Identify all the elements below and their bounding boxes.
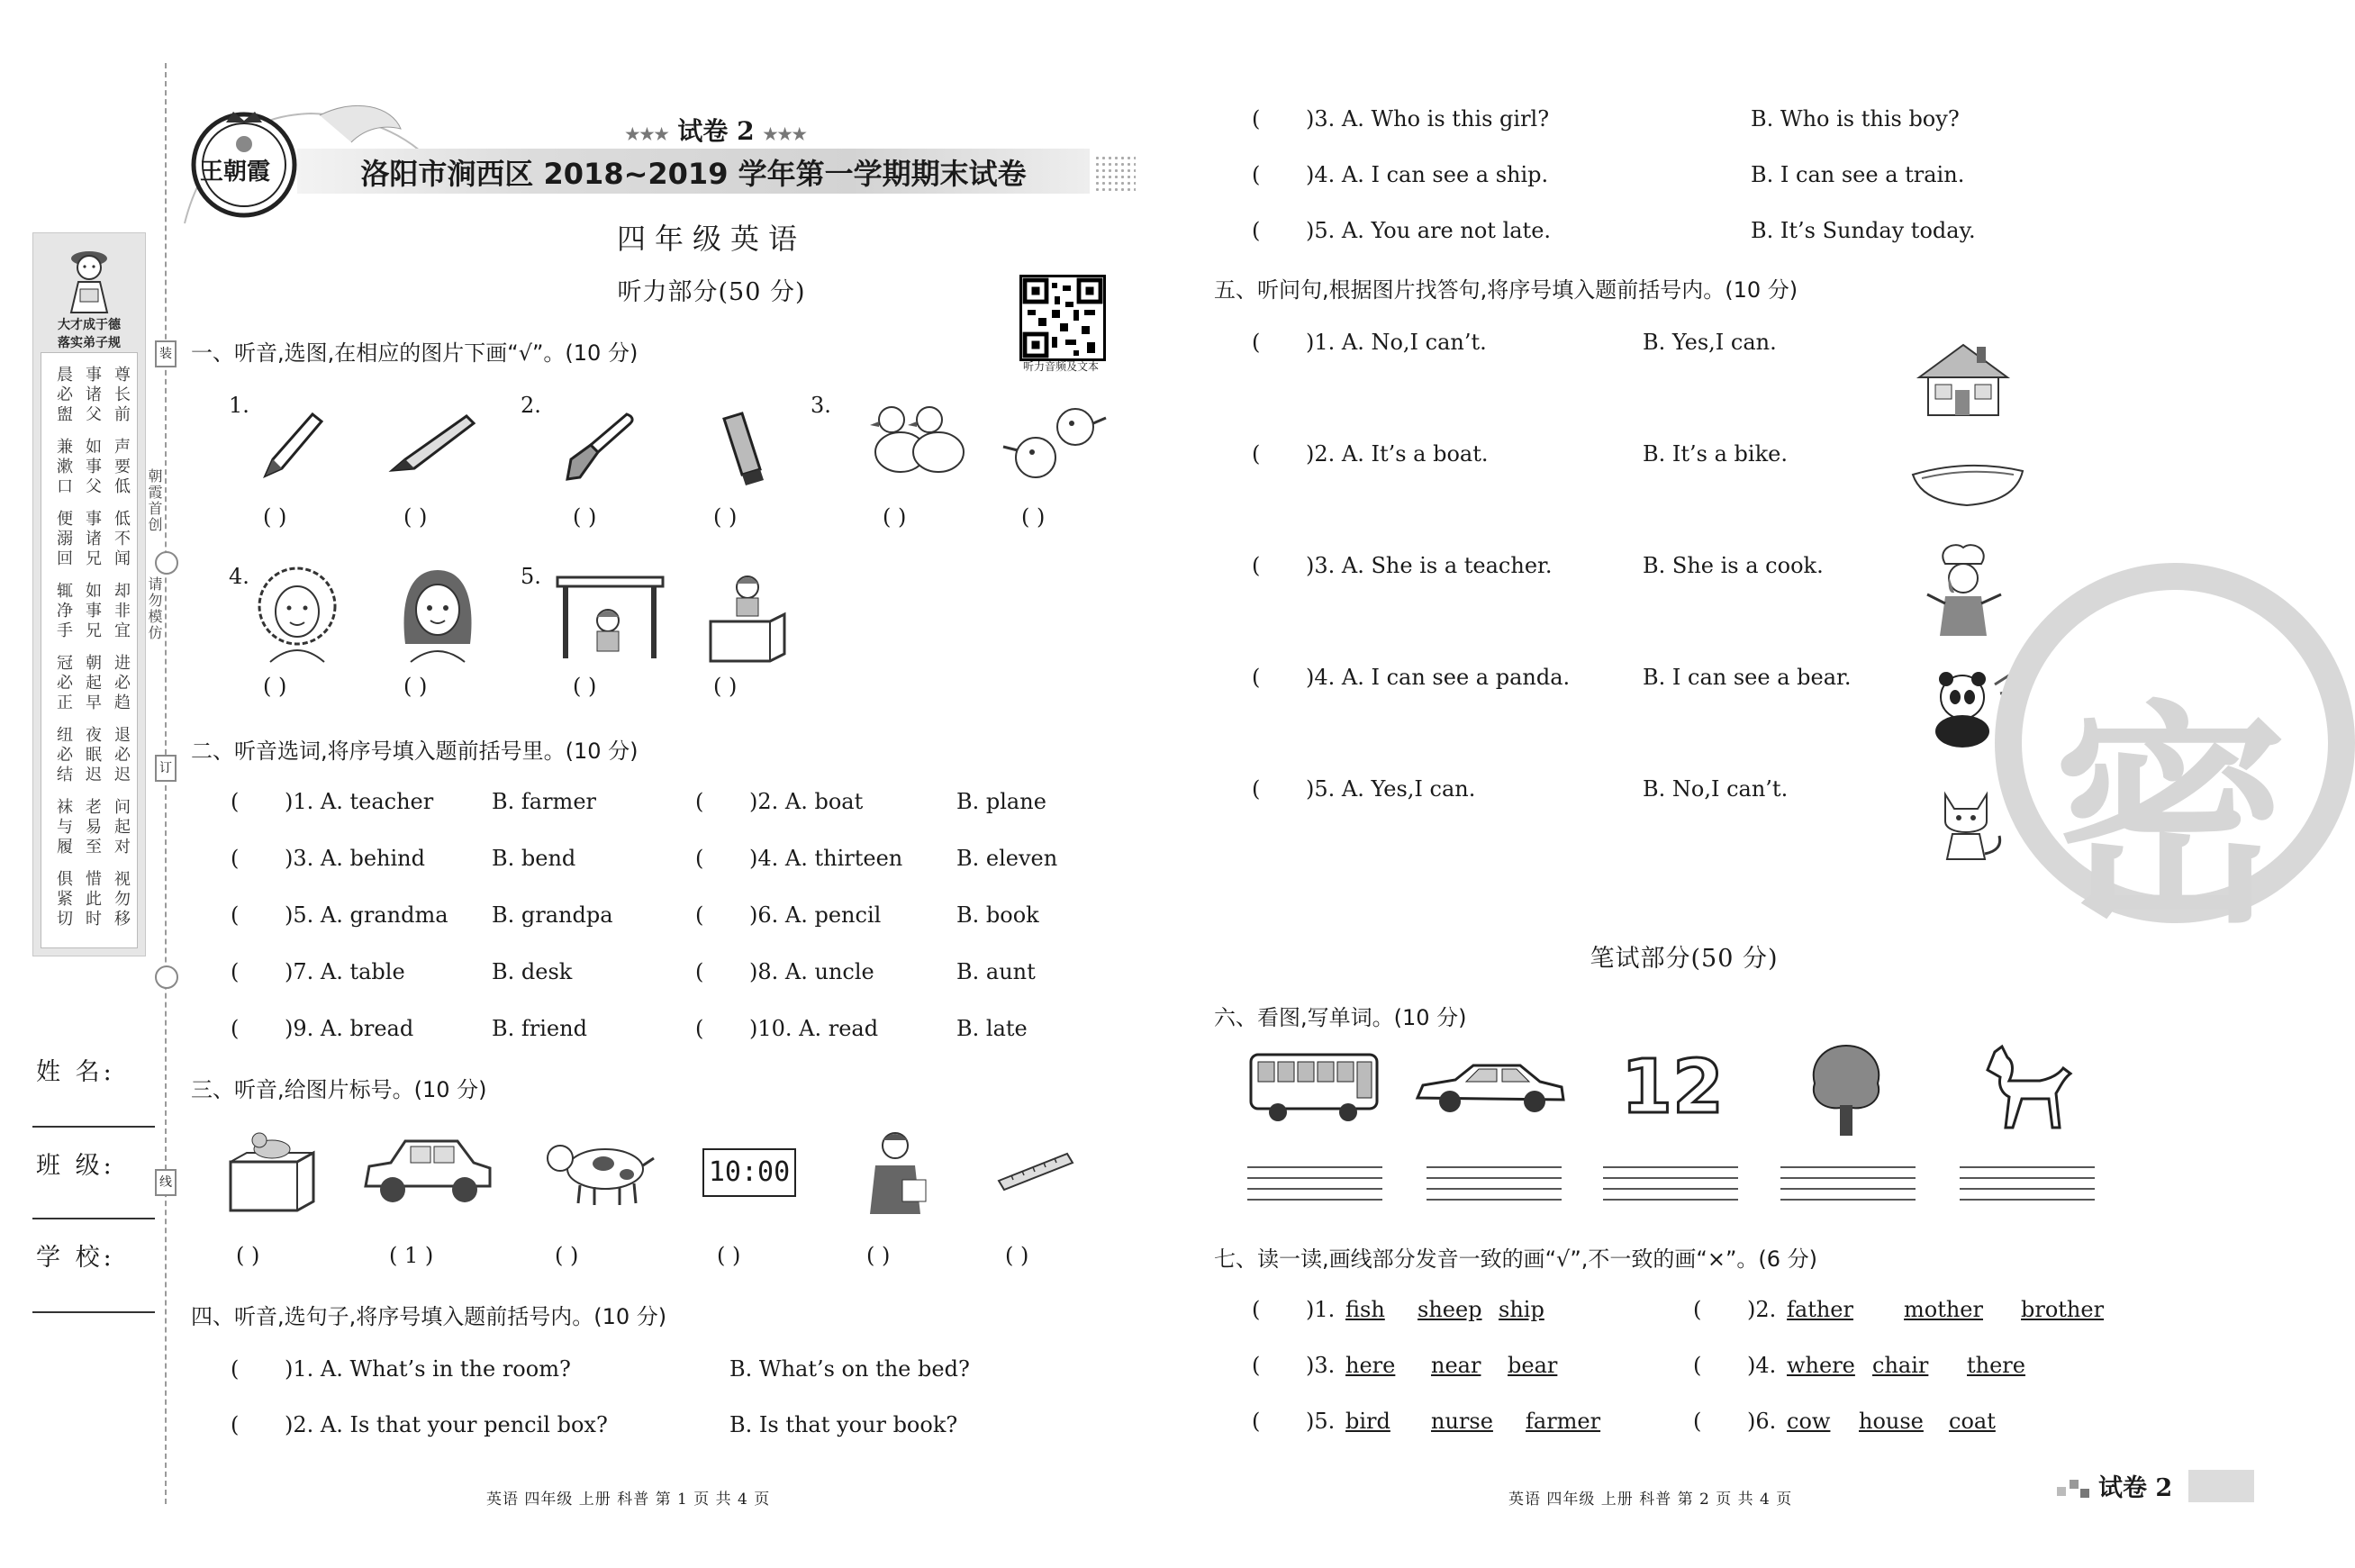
- answer-open-paren[interactable]: (: [1252, 106, 1261, 131]
- motto-column: 俱紧切: [54, 870, 73, 929]
- motto-column: 如事父: [83, 438, 102, 497]
- motto-column: 事诸兄: [83, 510, 102, 569]
- word-write-lines[interactable]: [1247, 1166, 1382, 1211]
- motto-column: 袜与履: [54, 798, 73, 857]
- reply-option-a: )4. A. I can see a panda.: [1306, 665, 1571, 690]
- answer-open-paren[interactable]: (: [1693, 1409, 1702, 1434]
- answer-open-paren[interactable]: (: [695, 1016, 704, 1041]
- q1-number: 1.: [229, 393, 249, 418]
- man-reading-picture: [856, 1126, 946, 1216]
- glue-stick-picture: [711, 410, 774, 486]
- answer-blank[interactable]: ( ): [1021, 504, 1046, 530]
- binding-tag-2: 订: [155, 755, 177, 782]
- logo-text: 王朝霞: [200, 159, 271, 186]
- margin-note-1: 朝霞首创: [146, 468, 163, 533]
- question-option-b: B. plane: [956, 789, 1046, 814]
- question-option-a: )8. A. uncle: [749, 959, 874, 984]
- motto-column: 尊长前: [112, 366, 131, 425]
- motto-column: 低不闻: [112, 510, 131, 569]
- answer-blank[interactable]: ( ): [555, 1243, 579, 1268]
- stars-right: ★★★: [763, 125, 807, 144]
- answer-open-paren[interactable]: (: [231, 902, 240, 928]
- phonics-word: mother: [1904, 1297, 1983, 1322]
- binding-hole: [155, 551, 178, 575]
- answer-open-paren[interactable]: (: [231, 1412, 240, 1437]
- section-6-heading: 六、看图,写单词。(10 分): [1214, 1005, 1467, 1030]
- answer-open-paren[interactable]: (: [1252, 1297, 1261, 1322]
- answer-open-paren[interactable]: (: [231, 789, 240, 814]
- answer-blank[interactable]: ( ): [573, 674, 597, 699]
- answer-open-paren[interactable]: (: [1252, 776, 1261, 802]
- pen-picture: [387, 407, 477, 479]
- answer-open-paren[interactable]: (: [1252, 1353, 1261, 1378]
- footer-page-2: 英语 四年级 上册 科普 第 2 页 共 4 页: [1508, 1491, 1793, 1509]
- bus-picture: [1247, 1049, 1382, 1126]
- motto-title: [39, 316, 140, 352]
- phonics-word: coat: [1949, 1409, 1996, 1434]
- phonics-item-number: )4.: [1747, 1353, 1777, 1378]
- qr-caption: 听力音频及文本: [1022, 360, 1099, 373]
- woman-curly-hair-picture: [252, 563, 342, 662]
- motto-column: 冠必正: [54, 654, 73, 713]
- footer-page-1: 英语 四年级 上册 科普 第 1 页 共 4 页: [486, 1491, 771, 1509]
- section-2-heading: 二、听音选词,将序号填入题前括号里。(10 分): [191, 739, 639, 764]
- phonics-word: cow: [1787, 1409, 1831, 1434]
- motto-text: [41, 352, 138, 948]
- phonics-word: nurse: [1431, 1409, 1493, 1434]
- question-option-a: )1. A. teacher: [285, 789, 434, 814]
- motto-column: 视勿移: [112, 870, 131, 929]
- birds-picture: [1000, 396, 1108, 486]
- answer-open-paren[interactable]: (: [231, 1356, 240, 1382]
- tree-picture: [1806, 1040, 1887, 1139]
- sentence-option-a: )3. A. Who is this girl?: [1306, 106, 1550, 131]
- question-option-b: B. late: [956, 1016, 1028, 1041]
- answer-blank[interactable]: ( ): [883, 504, 907, 530]
- clock-picture: 10:00: [702, 1148, 796, 1197]
- cow-picture: [540, 1135, 657, 1207]
- answer-open-paren[interactable]: (: [695, 789, 704, 814]
- question-option-a: )2. A. boat: [749, 789, 864, 814]
- motto-column: 晨必盥: [54, 366, 73, 425]
- motto-column: 事诸父: [83, 366, 102, 425]
- phonics-word: near: [1431, 1353, 1481, 1378]
- phonics-item-number: )3.: [1306, 1353, 1336, 1378]
- sentence-option-b: B. Who is this boy?: [1751, 106, 1960, 131]
- class-label: 班 级:: [36, 1152, 115, 1180]
- word-write-lines[interactable]: [1603, 1166, 1738, 1211]
- reply-option-b: B. No,I can’t.: [1643, 776, 1789, 802]
- answer-open-paren[interactable]: (: [1252, 553, 1261, 578]
- motto-column: 惜此时: [83, 870, 102, 929]
- phonics-word: father: [1787, 1297, 1853, 1322]
- answer-open-paren[interactable]: (: [695, 846, 704, 871]
- reply-option-a: )1. A. No,I can’t.: [1306, 330, 1487, 355]
- phonics-item-number: )5.: [1306, 1409, 1336, 1434]
- boat-picture: [1909, 455, 2026, 509]
- motto-title-line: 落实弟子规: [58, 336, 121, 350]
- phonics-word: chair: [1872, 1353, 1929, 1378]
- answer-blank[interactable]: ( ): [573, 504, 597, 530]
- knife-picture: [558, 405, 639, 486]
- paper-no-text: 试卷 2: [677, 116, 755, 146]
- sedan-picture: [1414, 1058, 1567, 1117]
- answer-open-paren[interactable]: (: [695, 959, 704, 984]
- ducks-picture: [865, 396, 973, 486]
- answer-open-paren[interactable]: (: [695, 902, 704, 928]
- phonics-word: house: [1859, 1409, 1924, 1434]
- motto-column: 兼漱口: [54, 438, 73, 497]
- qr-code-icon: [1019, 275, 1106, 361]
- corner-blocks-icon: [2057, 1474, 2093, 1500]
- number-twelve-picture: 12: [1621, 1045, 1725, 1130]
- section-7-heading: 七、读一读,画线部分发音一致的画“√”,不一致的画“×”。(6 分): [1214, 1246, 1818, 1272]
- answer-open-paren[interactable]: (: [1252, 330, 1261, 355]
- motto-column: 夜眠迟: [83, 726, 102, 785]
- question-option-a: )10. A. read: [749, 1016, 879, 1041]
- answer-open-paren[interactable]: (: [1252, 218, 1261, 243]
- question-option-a: )5. A. grandma: [285, 902, 448, 928]
- paper-title: 洛阳市涧西区 2018~2019 学年第一学期期末试卷: [360, 157, 1027, 191]
- phonics-word: sheep: [1418, 1297, 1482, 1322]
- motto-column: 纽必结: [54, 726, 73, 785]
- sentence-option-b: B. Is that your book?: [729, 1412, 958, 1437]
- answer-blank[interactable]: ( ): [403, 504, 428, 530]
- question-option-a: )4. A. thirteen: [749, 846, 903, 871]
- motto-column: 辄净手: [54, 582, 73, 641]
- answer-blank[interactable]: ( ): [713, 504, 738, 530]
- sentence-option-a: )5. A. You are not late.: [1306, 218, 1552, 243]
- school-label: 学 校:: [36, 1244, 115, 1272]
- name-label: 姓 名:: [36, 1058, 115, 1086]
- phonics-word: there: [1967, 1353, 2025, 1378]
- question-option-b: B. eleven: [956, 846, 1058, 871]
- motto-column: 如事兄: [83, 582, 102, 641]
- boy-on-box-picture: [707, 567, 788, 662]
- answer-blank[interactable]: ( ): [713, 674, 738, 699]
- reply-option-b: B. I can see a bear.: [1643, 665, 1852, 690]
- phonics-word: bird: [1345, 1409, 1390, 1434]
- subject-title: 四年级英语: [616, 222, 806, 256]
- motto-column: 问起对: [112, 798, 131, 857]
- q4-number: 4.: [229, 564, 249, 589]
- question-option-b: B. book: [956, 902, 1039, 928]
- sentence-option-b: B. What’s on the bed?: [729, 1356, 970, 1382]
- fold-line: [165, 63, 167, 1504]
- question-option-b: B. desk: [492, 959, 573, 984]
- q3-number: 3.: [811, 393, 831, 418]
- answer-open-paren[interactable]: (: [1252, 162, 1261, 187]
- answer-blank[interactable]: ( ): [263, 504, 287, 530]
- motto-column: 老易至: [83, 798, 102, 857]
- answer-open-paren[interactable]: (: [1252, 441, 1261, 467]
- q5-number: 5.: [521, 564, 541, 589]
- scholar-illustration: [60, 242, 118, 314]
- phonics-word: brother: [2021, 1297, 2105, 1322]
- reply-option-a: )2. A. It’s a boat.: [1306, 441, 1489, 467]
- house-picture: [1914, 338, 2013, 419]
- sentence-option-b: B. It’s Sunday today.: [1751, 218, 1976, 243]
- girl-long-hair-picture: [393, 563, 483, 662]
- section-4-heading: 四、听音,选句子,将序号填入题前括号内。(10 分): [191, 1304, 667, 1329]
- ruler-picture: [995, 1148, 1076, 1193]
- pencil-picture: [257, 405, 329, 482]
- phonics-word: ship: [1499, 1297, 1544, 1322]
- question-option-a: )6. A. pencil: [749, 902, 882, 928]
- phonics-item-number: )2.: [1747, 1297, 1777, 1322]
- class-field[interactable]: [32, 1218, 155, 1219]
- reply-option-b: B. It’s a bike.: [1643, 441, 1788, 467]
- answer-open-paren[interactable]: (: [231, 959, 240, 984]
- reply-option-a: )5. A. Yes,I can.: [1306, 776, 1476, 802]
- answer-blank[interactable]: ( ): [263, 674, 287, 699]
- phonics-word: where: [1787, 1353, 1855, 1378]
- sentence-option-a: )4. A. I can see a ship.: [1306, 162, 1549, 187]
- sentence-option-a: )1. A. What’s in the room?: [285, 1356, 571, 1382]
- q2-number: 2.: [521, 393, 541, 418]
- motto-column: 却非宜: [112, 582, 131, 641]
- answer-open-paren[interactable]: (: [1252, 665, 1261, 690]
- question-option-b: B. grandpa: [492, 902, 613, 928]
- reply-option-b: B. She is a cook.: [1643, 553, 1824, 578]
- section-1-heading: 一、听音,选图,在相应的图片下画“√”。(10 分): [191, 340, 639, 366]
- phonics-word: here: [1345, 1353, 1396, 1378]
- question-option-b: B. aunt: [956, 959, 1036, 984]
- answer-open-paren[interactable]: (: [231, 846, 240, 871]
- phonics-item-number: )1.: [1306, 1297, 1336, 1322]
- question-option-a: )3. A. behind: [285, 846, 425, 871]
- word-write-lines[interactable]: [1427, 1166, 1562, 1211]
- motto-column: 退必迟: [112, 726, 131, 785]
- question-option-b: B. friend: [492, 1016, 587, 1041]
- corner-paper-tag: 试卷 2: [2098, 1474, 2173, 1502]
- answer-open-paren[interactable]: (: [231, 1016, 240, 1041]
- school-field[interactable]: [32, 1311, 155, 1313]
- phonics-word: fish: [1345, 1297, 1385, 1322]
- binding-tag-1: 装: [155, 340, 177, 367]
- answer-open-paren[interactable]: (: [1693, 1297, 1702, 1322]
- answer-blank[interactable]: ( ): [236, 1243, 260, 1268]
- car-picture: [360, 1130, 495, 1211]
- section-3-heading: 三、听音,给图片标号。(10 分): [191, 1077, 487, 1102]
- sentence-option-b: B. I can see a train.: [1751, 162, 1965, 187]
- phonics-word: farmer: [1526, 1409, 1601, 1434]
- margin-note-2: 请勿模仿: [146, 576, 163, 641]
- reply-option-a: )3. A. She is a teacher.: [1306, 553, 1553, 578]
- corner-bar: [2188, 1470, 2254, 1502]
- listening-part-title: 听力部分(50 分): [617, 278, 806, 306]
- motto-column: 进必趋: [112, 654, 131, 713]
- answer-open-paren[interactable]: (: [1693, 1353, 1702, 1378]
- paper-number: [612, 112, 820, 148]
- answer-open-paren[interactable]: (: [1252, 1409, 1261, 1434]
- answer-blank[interactable]: ( ): [866, 1243, 891, 1268]
- writing-part-title: 笔试部分(50 分): [1590, 945, 1779, 973]
- stars-left: ★★★: [625, 125, 669, 144]
- cat-on-box-picture: [227, 1126, 317, 1216]
- answer-blank[interactable]: ( ): [717, 1243, 741, 1268]
- name-field[interactable]: [32, 1126, 155, 1128]
- cook-picture: [1918, 540, 2008, 639]
- section-5-heading: 五、听问句,根据图片找答句,将序号填入题前括号内。(10 分): [1214, 277, 1798, 303]
- reply-option-b: B. Yes,I can.: [1643, 330, 1777, 355]
- answer-blank[interactable]: ( 1 ): [389, 1243, 434, 1268]
- motto-title-line: 大才成于德: [58, 318, 121, 332]
- word-write-lines[interactable]: [1960, 1166, 2095, 1211]
- binding-tag-3: 线: [155, 1169, 177, 1196]
- cat-picture: [1927, 782, 2008, 863]
- banner-dots: [1094, 155, 1136, 191]
- phonics-item-number: )6.: [1747, 1409, 1777, 1434]
- question-option-b: B. farmer: [492, 789, 596, 814]
- question-option-a: )9. A. bread: [285, 1016, 414, 1041]
- word-write-lines[interactable]: [1780, 1166, 1916, 1211]
- sentence-option-a: )2. A. Is that your pencil box?: [285, 1412, 608, 1437]
- motto-column: 便溺回: [54, 510, 73, 569]
- answer-blank[interactable]: ( ): [403, 674, 428, 699]
- watermark-character: 密: [2053, 683, 2287, 955]
- phonics-word: bear: [1508, 1353, 1558, 1378]
- motto-column: 朝起早: [83, 654, 102, 713]
- boy-under-table-picture: [554, 572, 666, 662]
- horse-picture: [1977, 1043, 2076, 1133]
- motto-panel: [32, 232, 146, 956]
- question-option-b: B. bend: [492, 846, 576, 871]
- answer-blank[interactable]: ( ): [1005, 1243, 1029, 1268]
- motto-column: 声要低: [112, 438, 131, 497]
- binding-hole: [155, 965, 178, 989]
- question-option-a: )7. A. table: [285, 959, 405, 984]
